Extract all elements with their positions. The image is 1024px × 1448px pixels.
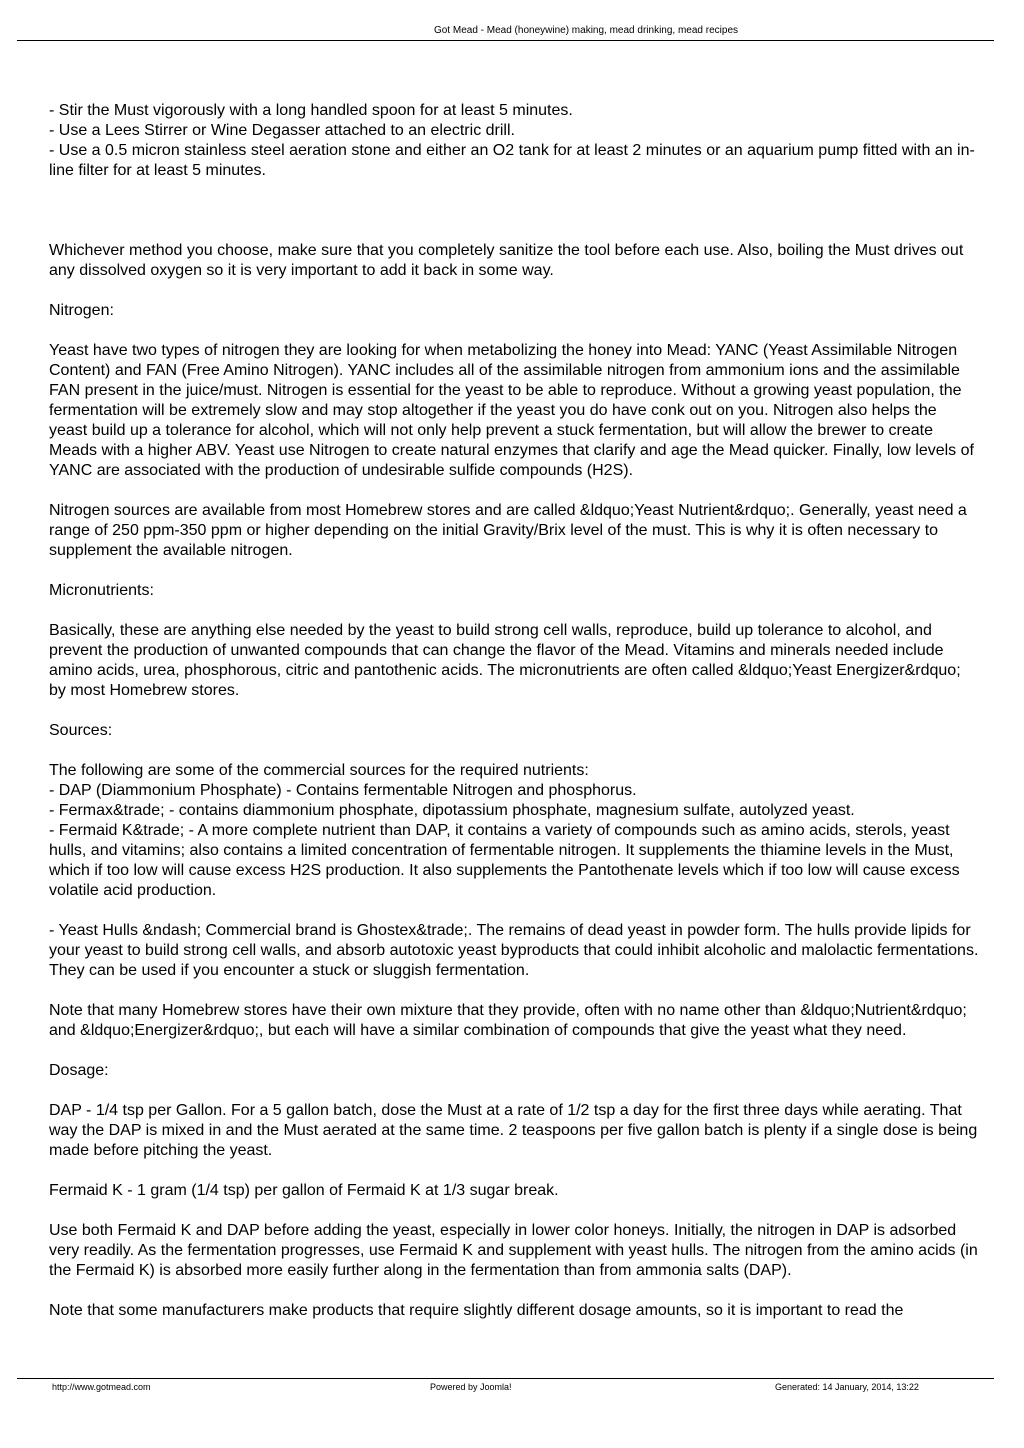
article-body xyxy=(49,101,979,1321)
paragraph: DAP - 1/4 tsp per Gallon. For a 5 gallon batch, dose the Must at a rate of 1/2 tsp a day for the first three days while aerating. That way the DAP is mixed in and the Must aerated at the same time. 2 teaspoons per five gallon batch is plenty if a single dose is being made before pitching the yeast. xyxy=(49,1102,978,1159)
list-item: - DAP (Diammonium Phosphate) - Contains fermentable Nitrogen and phosphorus. xyxy=(49,782,637,799)
list-item: - Fermaid K&trade; - A more complete nutrient than DAP, it contains a variety of compounds such as amino acids, sterols, yeast hulls, and vitamins; also contains a limited concentration of fermentable nitrogen. It supplements the thiamine levels in the Must, which if too low will cause excess H2S production. It also supplements the Pantothenate levels which if too low will cause excess volatile acid production. xyxy=(49,822,960,899)
footer-powered-by: Powered by Joomla! xyxy=(430,1382,512,1392)
header-rule xyxy=(17,40,994,41)
paragraph: Nitrogen sources are available from most Homebrew stores and are called &ldquo;Yeast Nutrient&rdquo;. Generally, yeast need a range of 250 ppm-350 ppm or higher depending on the initial Gravity/Brix level of the must. This is why it is often necessary to supplement the available nitrogen. xyxy=(49,502,967,559)
list-item: - Stir the Must vigorously with a long handled spoon for at least 5 minutes. xyxy=(49,102,573,119)
paragraph: Yeast have two types of nitrogen they are looking for when metabolizing the honey into Mead: YANC (Yeast Assimilable Nitrogen Content) and FAN (Free Amino Nitrogen). YANC includes all of the assimilable nitrogen from ammonium ions and the assimilable FAN present in the juice/must. Nitrogen is essential for the yeast to be able to reproduce. Without a growing yeast population, the fermentation will be extremely slow and may stop altogether if the yeast you do have conk out on you. Nitrogen also helps the yeast build up a tolerance for alcohol, which will not only help prevent a stuck fermentation, but will allow the brewer to create Meads with a higher ABV. Yeast use Nitrogen to create natural enzymes that clarify and age the Mead quicker. Finally, low levels of YANC are associated with the production of undesirable sulfide compounds (H2S). xyxy=(49,342,974,479)
paragraph: The following are some of the commercial sources for the required nutrients: xyxy=(49,762,589,779)
page-footer xyxy=(0,1381,1024,1393)
paragraph: Basically, these are anything else needed by the yeast to build strong cell walls, reproduce, build up tolerance to alcohol, and prevent the production of unwanted compounds that can change the flavor of the Mead. Vitamins and minerals needed include amino acids, urea, phosphorous, citric and pantothenic acids. The micronutrients are often called &ldquo;Yeast Energizer&rdquo; by most Homebrew stores. xyxy=(49,622,961,699)
section-heading: Micronutrients: xyxy=(49,582,154,599)
paragraph: Use both Fermaid K and DAP before adding the yeast, especially in lower color honeys. Initially, the nitrogen in DAP is adsorbed very readily. As the fermentation progresses, use Fermaid K and supplement with yeast hulls. The nitrogen from the amino acids (in the Fermaid K) is absorbed more easily further along in the fermentation than from ammonia salts (DAP). xyxy=(49,1222,978,1279)
paragraph: Note that some manufacturers make products that require slightly different dosage amounts, so it is important to read the xyxy=(49,1302,904,1319)
list-item: - Use a 0.5 micron stainless steel aeration stone and either an O2 tank for at least 2 minutes or an aquarium pump fitted with an in-line filter for at least 5 minutes. xyxy=(49,142,975,179)
section-heading: Sources: xyxy=(49,722,113,739)
list-item: - Use a Lees Stirrer or Wine Degasser attached to an electric drill. xyxy=(49,122,515,139)
paragraph: - Yeast Hulls &ndash; Commercial brand is Ghostex&trade;. The remains of dead yeast in powder form. The hulls provide lipids for your yeast to build strong cell walls, and absorb autotoxic yeast byproducts that could inhibit alcoholic and malolactic fermentations. They can be used if you encounter a stuck or sluggish fermentation. xyxy=(49,922,979,979)
section-heading: Dosage: xyxy=(49,1062,109,1079)
footer-generated-date: Generated: 14 January, 2014, 13:22 xyxy=(775,1382,919,1392)
section-heading: Nitrogen: xyxy=(49,302,114,319)
paragraph: Whichever method you choose, make sure that you completely sanitize the tool before each use. Also, boiling the Must drives out any dissolved oxygen so it is very important to add it back in some way. xyxy=(49,242,964,279)
footer-site-url: http://www.gotmead.com xyxy=(52,1382,151,1392)
paragraph: Note that many Homebrew stores have their own mixture that they provide, often with no name other than &ldquo;Nutrient&rdquo; and &ldquo;Energizer&rdquo;, but each will have a similar combination of compounds that give the yeast what they need. xyxy=(49,1002,967,1039)
page-header-title: Got Mead - Mead (honeywine) making, mead drinking, mead recipes xyxy=(433,25,739,36)
paragraph: Fermaid K - 1 gram (1/4 tsp) per gallon of Fermaid K at 1/3 sugar break. xyxy=(49,1182,559,1199)
footer-rule xyxy=(17,1378,994,1379)
list-item: - Fermax&trade; - contains diammonium phosphate, dipotassium phosphate, magnesium sulfate, autolyzed yeast. xyxy=(49,802,855,819)
